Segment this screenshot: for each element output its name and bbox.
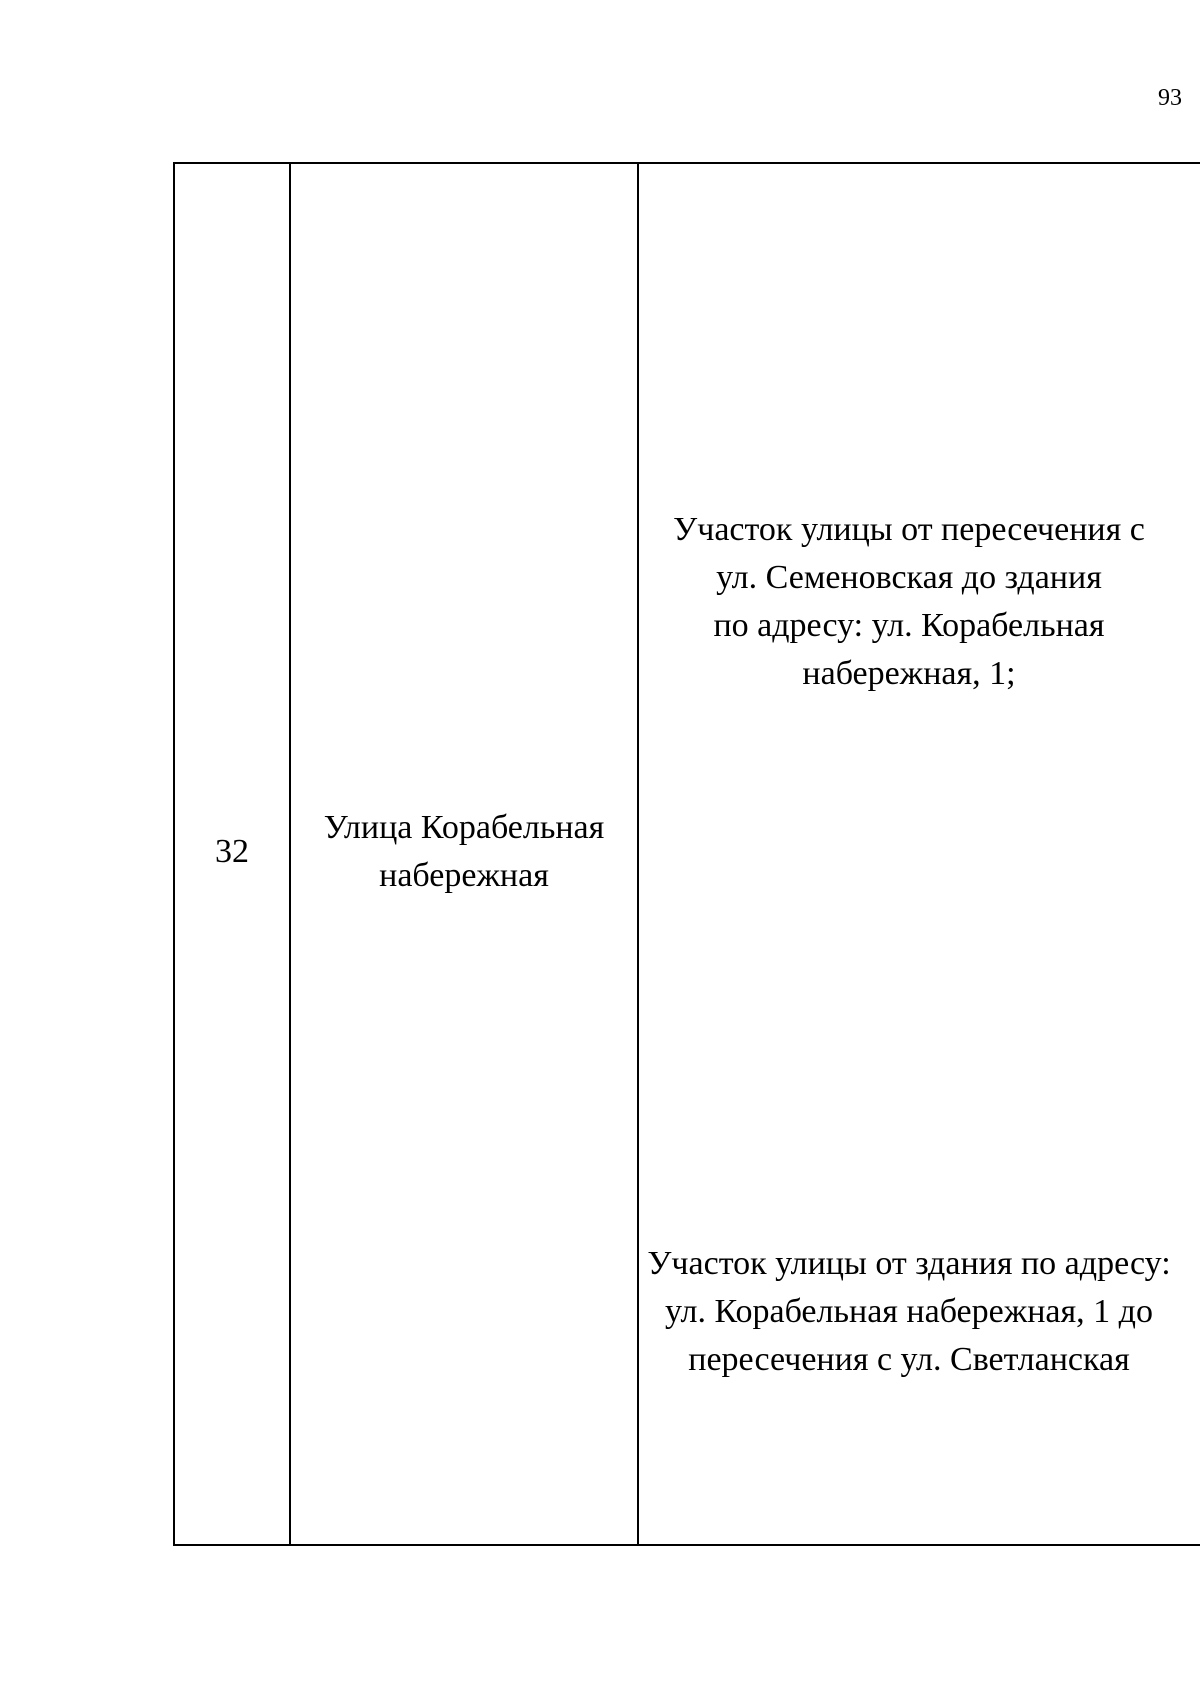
document-table	[173, 162, 1200, 1546]
segment-line: ул. Семеновская до здания	[716, 559, 1102, 596]
street-segment-2	[639, 1240, 1179, 1384]
street-name-line: набережная	[379, 857, 549, 894]
segment-line: ул. Корабельная набережная, 1 до	[665, 1293, 1153, 1330]
page-number: 93	[1158, 85, 1182, 111]
segment-line: набережная, 1;	[802, 655, 1016, 692]
street-name-line: Улица Корабельная	[323, 809, 605, 846]
segment-line: по адресу: ул. Корабельная	[713, 607, 1105, 644]
row-number: 32	[215, 833, 249, 870]
street-segment-1	[639, 506, 1179, 698]
segment-line: Участок улицы от пересечения с	[673, 511, 1145, 548]
street-name	[291, 804, 637, 900]
segment-line: пересечения с ул. Светланская	[688, 1341, 1130, 1378]
segment-line: Участок улицы от здания по адресу:	[647, 1245, 1171, 1282]
